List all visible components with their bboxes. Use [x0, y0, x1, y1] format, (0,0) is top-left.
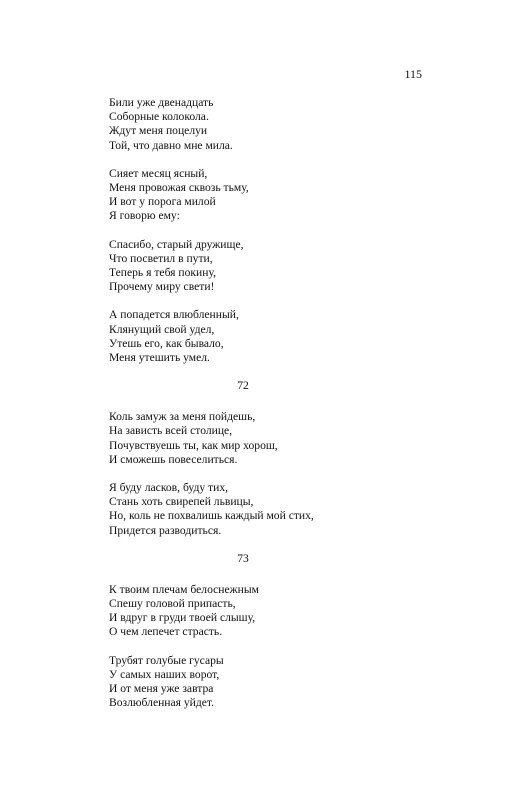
verse-line: Что посветил в пути, — [109, 251, 213, 265]
verse-line: Трубят голубые гусары — [109, 653, 224, 667]
verse-line: Теперь я тебя покину, — [109, 266, 216, 280]
verse-line: И вдруг в груди твоей слышу, — [109, 611, 256, 625]
verse-line: И от меня уже завтра — [109, 682, 214, 696]
stanza — [109, 481, 429, 538]
verse-line: На зависть всей столице, — [109, 424, 233, 438]
verse-line: Клянущий свой удел, — [109, 322, 215, 336]
verse-line: Ждут меня поцелуи — [109, 124, 208, 138]
stanza — [109, 583, 429, 640]
poem-body — [109, 96, 429, 725]
verse-line: Я говорю ему: — [109, 209, 180, 223]
page-number: 115 — [404, 67, 422, 81]
verse-line: И вот у порога милой — [109, 195, 216, 209]
verse-line: Утешь его, как бывало, — [109, 336, 224, 350]
verse-line: А попадется влюбленный, — [109, 308, 239, 322]
stanza — [109, 238, 429, 295]
verse-line: О чем лепечет страсть. — [109, 625, 223, 639]
verse-line: Меня провожая сквозь тьму, — [109, 181, 249, 195]
stanza — [109, 308, 429, 365]
verse-line: Били уже двенадцать — [109, 96, 214, 109]
stanza — [109, 96, 429, 153]
stanza — [109, 410, 429, 467]
verse-line: Придется разводиться. — [109, 523, 222, 537]
verse-line: Спешу головой припасть, — [109, 597, 236, 611]
verse-line: Сияет месяц ясный, — [109, 166, 208, 180]
poem-number: 73 — [237, 551, 249, 565]
verse-line: У самых наших ворот, — [109, 667, 220, 681]
verse-line: Коль замуж за меня пойдешь, — [109, 410, 256, 424]
poem-number: 72 — [237, 379, 249, 393]
verse-line: Стань хоть свирепей львицы, — [109, 495, 254, 509]
stanza — [109, 167, 429, 224]
verse-line: Меня утешить умел. — [109, 351, 210, 365]
verse-line: Соборные колокола. — [109, 110, 209, 124]
verse-line: Той, что давно мне мила. — [109, 138, 233, 152]
verse-line: Почувствуешь ты, как мир хорош, — [109, 438, 278, 452]
verse-line: Но, коль не похвалишь каждый мой стих, — [109, 509, 314, 523]
verse-line: Спасибо, старый дружище, — [109, 237, 244, 251]
verse-line: Прочему миру свети! — [109, 280, 215, 294]
verse-line: Возлюбленная уйдет. — [109, 696, 215, 710]
verse-line: К твоим плечам белоснежным — [109, 582, 259, 596]
stanza — [109, 654, 429, 711]
verse-line: Я буду ласков, буду тих, — [109, 481, 229, 495]
verse-line: И сможешь повеселиться. — [109, 452, 238, 466]
